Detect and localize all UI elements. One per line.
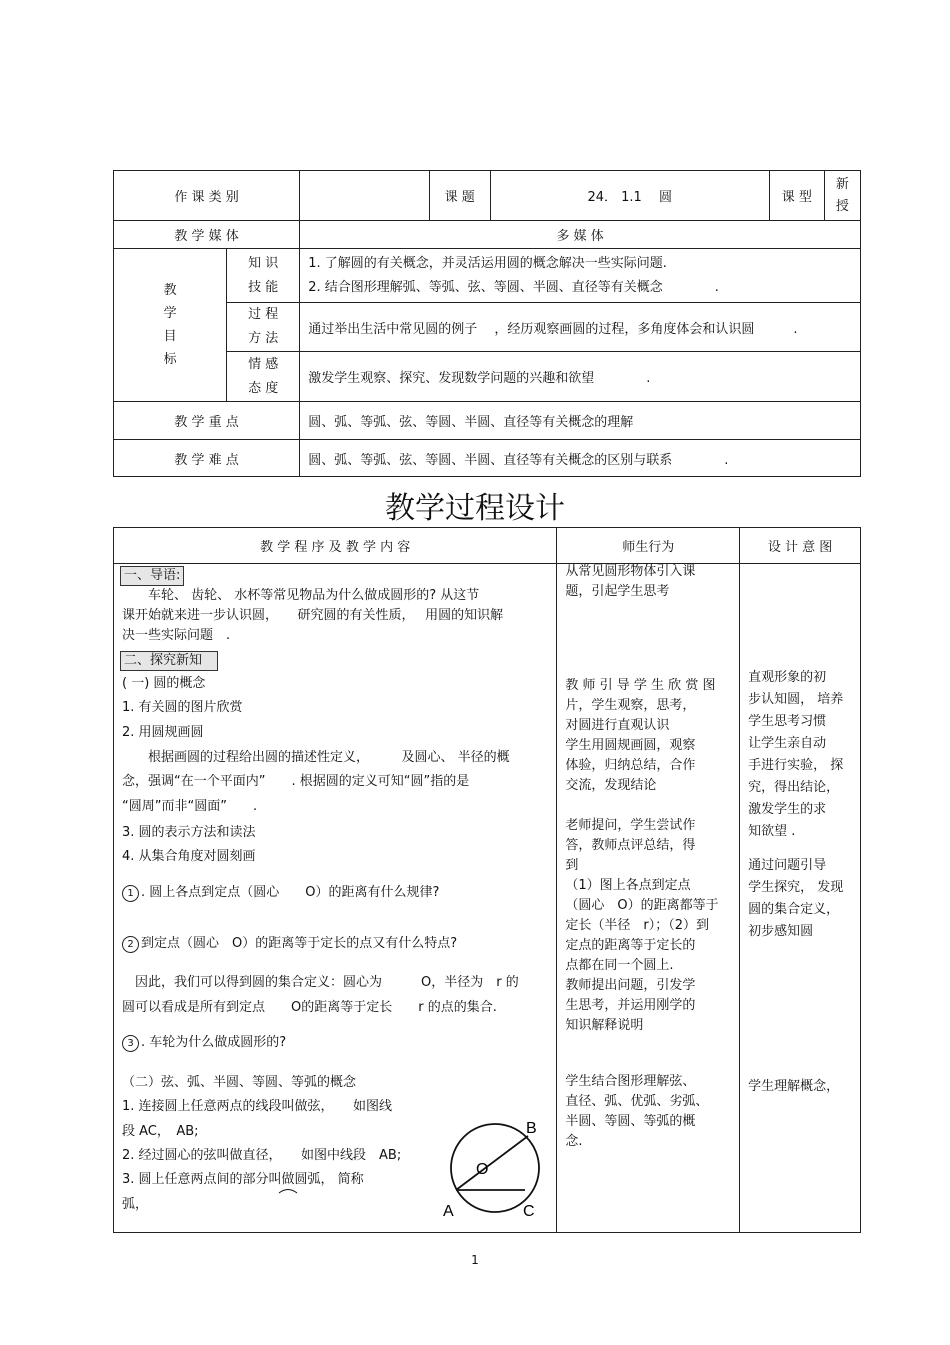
set-definition-line: 圆可以看成是所有到定点 O的距离等于定长 r 的点的集合. [122, 1000, 497, 1015]
chord-arc-subheading: （二）弦、弧、半圆、等圆、等弧的概念 [122, 1075, 357, 1090]
intro-line: 车轮、 齿轮、 水杯等常见物品为什么做成圆形的? 从这节 [122, 588, 480, 603]
label-o: O [476, 1161, 489, 1178]
item-line: 1. 有关圆的图片欣赏 [122, 700, 243, 715]
process-label-line: 方 法 [248, 331, 279, 346]
emotion-label [227, 352, 300, 402]
intent-line: 步认知圆， 培养 [748, 692, 844, 707]
def-line: 1. 连接圆上任意两点的线段叫做弦， 如图线 [122, 1099, 393, 1114]
intent-line: 激发学生的求 [748, 802, 827, 817]
item-line: 2. 用圆规画圆 [122, 725, 204, 740]
behavior-line: 学生用圆规画圆，观察 [565, 738, 696, 753]
question-text: 到定点（圆心 O）的距离等于定长的点又有什么特点? [141, 936, 458, 951]
emotion-label-line: 情 感 [248, 356, 279, 372]
explore-heading: 二、探究新知 [120, 651, 218, 671]
behavior-cell [557, 564, 740, 1233]
knowledge-label-line: 技 能 [248, 279, 279, 295]
goals-label-char: 教 [163, 283, 177, 298]
intent-line: 让学生亲自动 [748, 736, 827, 751]
process-label-line: 过 程 [248, 307, 279, 322]
intent-line: 究，得出结论， [748, 780, 840, 795]
def-line: 3. 圆上任意两点间的部分叫做圆弧， 简称 [122, 1172, 364, 1187]
set-definition-line: 因此，我们可以得到圆的集合定义：圆心为 O，半径为 r 的 [122, 975, 519, 990]
definition-line: “圆周”而非“圆面” . [122, 799, 258, 814]
process-label [227, 303, 300, 352]
def-line: 段 AC， AB; [122, 1124, 199, 1139]
question-text: . 圆上各点到定点（圆心 O）的距离有什么规律? [141, 885, 440, 900]
definition-line: 念，强调“在一个平面内” . 根据圆的定义可知“圆”指的是 [122, 774, 470, 789]
difficulty-text: 圆、弧、等弧、弦、等圆、半圆、直径等有关概念的区别与联系 . [300, 440, 861, 477]
page-number: 1 [471, 1253, 479, 1267]
goals-label [114, 249, 227, 402]
behavior-line: 念. [565, 1134, 583, 1149]
lesson-info-table [113, 170, 861, 477]
intro-heading: 一、导语: [120, 566, 184, 586]
behavior-line: 从常见圆形物体引入课 [565, 564, 696, 579]
intent-line: 通过问题引导 [748, 858, 827, 873]
arc-symbol [277, 1186, 299, 1194]
chord-ab [456, 1136, 528, 1190]
item-line: 4. 从集合角度对圆刻画 [122, 849, 256, 864]
behavior-line: 教师提出问题，引发学 [565, 978, 696, 993]
lesson-type-line2: 授 [835, 198, 849, 214]
key-label: 教 学 重 点 [114, 402, 300, 440]
emotion-text: 激发学生观察、探究、发现数学问题的兴趣和欲望 . [300, 352, 861, 402]
goals-label-char: 学 [163, 306, 177, 321]
behavior-line: 知识解释说明 [565, 1018, 644, 1033]
behavior-line: 交流，发现结论 [565, 778, 657, 793]
topic-value: 24． 1.1 圆 [490, 171, 769, 221]
behavior-line: （圆心 O）的距离都等于 [565, 898, 719, 913]
intent-line: 学生探究， 发现 [748, 880, 844, 895]
def-line: 2. 经过圆心的弦叫做直径， 如图中线段 AB; [122, 1148, 402, 1163]
intent-line: 学生思考习惯 [748, 714, 827, 729]
intent-line: 圆的集合定义， [748, 902, 840, 917]
definition-line: 根据画圆的过程给出圆的描述性定义， 及圆心、 半径的概 [122, 750, 510, 765]
col-behavior-header: 师生行为 [557, 528, 740, 564]
behavior-line: 定点的距离等于定长的 [565, 938, 696, 953]
topic-label: 课 题 [429, 171, 490, 221]
course-category-value [300, 171, 430, 221]
circled-number: 3 [122, 1035, 139, 1052]
behavior-line: 题，引起学生思考 [565, 584, 670, 599]
circled-number: 2 [122, 936, 139, 953]
label-c: C [523, 1203, 535, 1220]
behavior-line: （1）图上各点到定点 [565, 878, 691, 893]
behavior-line: 生思考，并运用刚学的 [565, 998, 696, 1013]
media-value: 多 媒 体 [300, 221, 861, 249]
label-b: B [526, 1120, 537, 1137]
knowledge-text-line: 1. 了解圆的有关概念，并灵活运用圆的概念解决一些实际问题. [308, 255, 667, 271]
behavior-line: 学生结合图形理解弦、 [565, 1074, 696, 1089]
goals-label-char: 目 [163, 329, 177, 344]
knowledge-label-line: 知 识 [248, 255, 279, 271]
course-category-label: 作 课 类 别 [114, 171, 300, 221]
behavior-line: 对圆进行直观认识 [565, 718, 670, 733]
process-text: 通过举出生活中常见圆的例子 ，经历观察画圆的过程，多角度体会和认识圆 . [300, 303, 861, 352]
circled-number: 1 [122, 885, 139, 902]
emotion-label-line: 态 度 [248, 380, 279, 396]
intent-line: 学生理解概念， [748, 1079, 840, 1094]
behavior-line: 片，学生观察，思考， [565, 698, 696, 713]
behavior-line: 答，教师点评总结，得 [565, 838, 696, 853]
behavior-line: 体验，归纳总结，合作 [565, 758, 696, 773]
knowledge-text-line: 2. 结合图形理解弧、等弧、弦、等圆、半圆、直径等有关概念 . [308, 279, 719, 295]
label-a: A [443, 1203, 454, 1220]
knowledge-text [300, 249, 861, 303]
behavior-line: 半圆、等圆、等弧的概 [565, 1114, 696, 1129]
goals-label-char: 标 [163, 352, 177, 367]
concept-subheading: ( 一) 圆的概念 [122, 676, 206, 691]
section-title: 教学过程设计 [385, 491, 565, 526]
col-content-header: 教 学 程 序 及 教 学 内 容 [114, 528, 557, 564]
media-label: 教 学 媒 体 [114, 221, 300, 249]
intent-cell [740, 564, 861, 1233]
intent-line: 初步感知圆 [748, 924, 814, 939]
difficulty-label: 教 学 难 点 [114, 440, 300, 477]
def-line: 弧， [122, 1197, 149, 1212]
knowledge-label [227, 249, 300, 303]
question-text: . 车轮为什么做成圆形的? [141, 1035, 287, 1050]
process-table [113, 527, 861, 1233]
lesson-type-line1: 新 [835, 176, 849, 192]
col-intent-header: 设 计 意 图 [740, 528, 861, 564]
key-text: 圆、弧、等弧、弦、等圆、半圆、直径等有关概念的理解 [300, 402, 861, 440]
behavior-line: 点都在同一个圆上. [565, 958, 674, 973]
behavior-line: 直径、弧、优弧、劣弧、 [565, 1094, 709, 1109]
content-cell [114, 564, 557, 1233]
item-line: 3. 圆的表示方法和读法 [122, 825, 256, 840]
intent-line: 手进行实验， 探 [748, 758, 844, 773]
behavior-line: 教 师 引 导 学 生 欣 赏 图 [565, 678, 716, 693]
circle-figure [434, 1112, 554, 1227]
question-3 [122, 1035, 286, 1052]
lesson-type-label: 课 型 [769, 171, 824, 221]
question-2 [122, 936, 457, 953]
question-1 [122, 885, 439, 902]
intro-line: 课开始就来进一步认识圆， 研究圆的有关性质， 用圆的知识解 [122, 608, 504, 623]
intent-line: 直观形象的初 [748, 670, 827, 685]
behavior-line: 到 [565, 858, 579, 873]
lesson-type-value [824, 171, 860, 221]
behavior-line: 老师提问，学生尝试作 [565, 818, 696, 833]
behavior-line: 定长（半径 r）；（2）到 [565, 918, 710, 933]
intro-line: 决一些实际问题 . [122, 628, 231, 643]
intent-line: 知欲望 . [748, 824, 796, 839]
